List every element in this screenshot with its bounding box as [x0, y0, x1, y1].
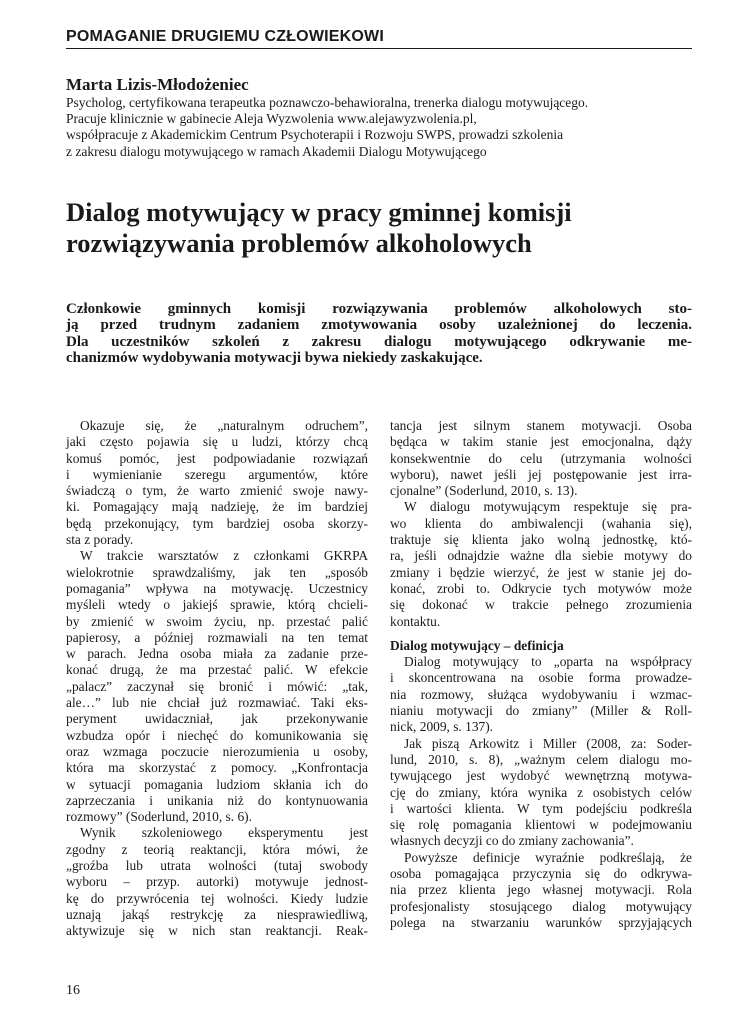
author-bio-line: Pracuje klinicznie w gabinecie Aleja Wyzwolenia www.alejawyzwolenia.pl,: [66, 111, 477, 127]
body-text-line: Okazuje się, że „naturalnym odruchem”,: [80, 418, 368, 433]
article-title: [66, 197, 706, 259]
body-text-line: cję do zmiany, która wynika z osobistych celów: [390, 784, 692, 800]
body-text-line: ale…” lub nie chciał już rozmawiać. Taki eks-: [66, 695, 368, 711]
body-text-line: własnych decyzji co do zmiany zachowania”.: [390, 833, 634, 849]
body-text-line: Jak piszą Arkowitz i Miller (2008, za: Soder-: [404, 735, 692, 751]
author-bio-line: współpracuje z Akademickim Centrum Psychoterapii i Rozwoju SWPS, prowadzi szkolenia: [66, 127, 564, 143]
body-text-line: się rolę pomagania klientowi w podejmowaniu: [390, 817, 692, 833]
body-text-line: wyboru – przyp. autorki) motywuje jednost-: [66, 874, 368, 890]
body-text-line: wzbudza opór i niechęć do komunikowania się: [66, 727, 368, 743]
body-text-line: będą przekonujący, tym bardziej osoba skorzy-: [66, 515, 368, 531]
right-column: [390, 418, 692, 931]
body-text-line: W trakcie warsztatów z członkami GKRPA: [80, 548, 368, 564]
body-text-line: konsekwentnie do celu (utrzymania wolności: [390, 450, 692, 466]
body-text-line: W dialogu motywującym respektuje się pra-: [404, 499, 692, 515]
body-text-line: ra, jeśli odnajdzie ważne dla siebie motywy do: [390, 548, 692, 564]
body-text-line: „palacz” zaczynał się bronić i mówić: „tak,: [66, 678, 368, 694]
lead-line: chanizmów wydobywania motywacji bywa niekiedy zaskakujące.: [66, 349, 483, 366]
body-text-line: nianiu motywacji do zmiany” (Miller & Roll-: [390, 703, 692, 719]
body-text-line: Dialog motywujący to „oparta na współpracy: [404, 654, 692, 670]
body-text-line: nia rozmowy, służąca wydobywaniu i wzmac-: [390, 686, 692, 702]
body-text-line: oraz wzmaga poczucie nierozumienia u osoby,: [66, 743, 368, 759]
body-text-line: cjonalne” (Soderlund, 2010, s. 13).: [390, 483, 578, 499]
running-header: POMAGANIE DRUGIEMU CZŁOWIEKOWI: [66, 28, 692, 49]
body-text-line: zmiany i będzie wierzyć, że jest w stanie jej do-: [390, 564, 692, 580]
body-text-line: zgodny z teorią reaktancji, która mówi, że: [66, 841, 368, 857]
body-text-line: peryment uwidaczniał, jak przekonywanie: [66, 711, 368, 727]
lead-line: Członkowie gminnych komisji rozwiązywania problemów alkoholowych sto-: [66, 301, 692, 317]
body-text-line: w parach. Jedna osoba miała za zadanie prze-: [66, 646, 368, 662]
body-text-line: konać, zrobi to. Odkrycie tych motywów może: [390, 580, 692, 596]
body-text-line: osoba pomagająca przyczynia się do odkrywa-: [390, 866, 692, 882]
article-lead: [66, 300, 692, 368]
body-text-line: wo klienta do ambiwalencji (wahania się),: [390, 515, 692, 531]
body-text-line: będąca w takim stanie jest emocjonalna, dąży: [390, 434, 692, 450]
body-text-line: uznają jakąś restrykcję za niesprawiedliwą,: [66, 906, 368, 922]
lead-line: ją przed trudnym zadaniem zmotywowania osoby uzależnionej do leczenia.: [66, 317, 692, 334]
body-text-line: papierosy, a później rozmawiali na ten temat: [66, 629, 368, 645]
body-text-line: aktywizuje się w nich stan reaktancji. Reak-: [66, 923, 368, 939]
body-text-line: Powyższe definicje wyraźnie podkreślają, że: [404, 849, 692, 865]
body-text-line: i wartości klienta. W tym podejściu podkreśla: [390, 800, 692, 816]
body-text-line: rozmowy” (Soderlund, 2010, s. 6).: [66, 809, 252, 825]
body-text-line: nick, 2009, s. 137).: [390, 719, 494, 735]
body-text-line: świadczą o tym, że warto zmienić swoje nawy-: [66, 483, 368, 499]
body-text-line: pomagania” wpływa na motywację. Uczestnicy: [66, 580, 368, 596]
body-text-line: tywującego jest wydobyć wewnętrzną motywa-: [390, 768, 692, 784]
body-text-line: jaki często pojawia się u ludzi, którzy chcą: [66, 434, 368, 450]
body-text-line: nia przez klienta jego własnej motywacji. Rola: [390, 882, 692, 898]
author-name: Marta Lizis-Młodożeniec: [66, 75, 249, 94]
body-text-line: komuś pomóc, jest podpowiadanie rozwiązań: [66, 450, 368, 466]
body-text-line: „groźba lub utrata wolności (tutaj swobody: [66, 858, 368, 874]
author-bio-line: z zakresu dialogu motywującego w ramach Akademii Dialogu Motywującego: [66, 143, 487, 159]
body-text-line: się dokonać w trakcie pełnego zrozumienia: [390, 597, 692, 613]
body-text-line: myśleli wtedy o jakiejś sprawie, którą chcieli-: [66, 597, 368, 613]
body-text-line: tancja jest silnym stanem motywacji. Osoba: [390, 418, 692, 433]
body-text-line: i skoncentrowana na osobie forma prowadze-: [390, 670, 692, 686]
body-text-line: wielokrotnie sprawdzaliśmy, jak ten „sposób: [66, 564, 368, 580]
body-text-line: ki. Pomagający mają nadzieję, że im bardziej: [66, 499, 368, 515]
body-text-line: by zmienić w swoim życiu, np. przestać palić: [66, 613, 368, 629]
body-text-line: która ma skorzystać z pomocy. „Konfrontacja: [66, 760, 368, 776]
body-text-line: konać drugą, że ma przestać palić. W efekcie: [66, 662, 368, 678]
section-subheading: Dialog motywujący – definicja: [390, 637, 564, 653]
author-bio: [66, 95, 706, 160]
body-text-line: lund, 2010, s. 8), „ważnym celem dialogu mo-: [390, 751, 692, 767]
body-text-line: kontaktu.: [390, 613, 441, 629]
author-block: [66, 75, 706, 160]
body-text-line: polega na stwarzaniu warunków sprzyjających: [390, 914, 692, 930]
author-bio-line: Psycholog, certyfikowana terapeutka poznawczo-behawioralna, trenerka dialogu motywującego.: [66, 95, 589, 110]
body-text-line: w sytuacji pomagania ludziom skłania ich do: [66, 776, 368, 792]
body-text-line: traktuje się klienta jako wolną jednostkę, któ-: [390, 532, 692, 548]
left-column: [66, 418, 368, 940]
title-line: Dialog motywujący w pracy gminnej komisji: [66, 197, 572, 227]
lead-line: Dla uczestników szkoleń z zakresu dialogu motywującego odkrywanie me-: [66, 333, 692, 350]
body-text-line: sta z porady.: [66, 532, 134, 548]
body-text-line: profesjonalisty stosującego dialog motywujący: [390, 898, 692, 914]
body-text-line: zaprzeczania i unikania niż do kontynuowania: [66, 792, 368, 808]
body-text-line: i wymienianie szeregu argumentów, które: [66, 466, 368, 482]
page-number: 16: [66, 983, 80, 998]
body-text-line: kę do przywrócenia tej wolności. Kiedy ludzie: [66, 890, 368, 906]
body-text-line: wyboru), nawet jeśli jej postępowanie jest irra-: [390, 466, 692, 482]
body-text-line: Wynik szkoleniowego eksperymentu jest: [80, 825, 368, 841]
title-line: rozwiązywania problemów alkoholowych: [66, 228, 532, 258]
